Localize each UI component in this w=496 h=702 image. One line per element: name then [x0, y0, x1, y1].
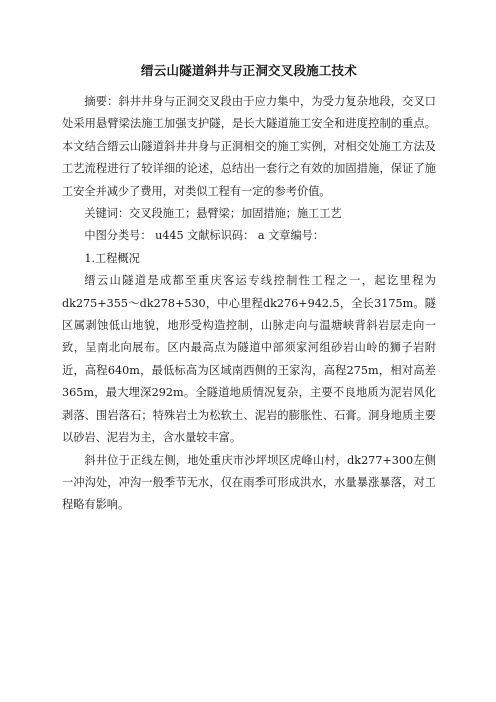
section-heading: 1.工程概况	[84, 251, 140, 265]
keywords-paragraph: 关键词：交叉段施工；悬臂梁；加固措施；施工工艺	[84, 207, 342, 221]
classification-line: 中图分类号： u445 文献标识码： a 文章编号：	[84, 229, 325, 243]
overview-paragraph: 缙云山隧道是成都至重庆客运专线控制性工程之一，起讫里程为dk275+355～dk278+530，中心里程dk276+942.5，全长3175m。隧区属剥蚀低山地貌，地形受构造控制，山脉走向与温塘峡背斜岩层走向一致，呈南北向展布。区内最高点为隧道中部须家河组砂岩山岭的狮子岩附近，高程640m，最低标高为区域南西侧的王家沟，高程275m，相对高差365m，最大埋深292m。全隧道地质情况复杂，主要不良地质为泥岩风化剥落、围岩落石；特殊岩土为松软土、泥岩的膨胀性、石膏。洞身地质主要以砂岩、泥岩为主，含水量较丰富。	[62, 274, 436, 445]
document-title: 缙云山隧道斜井与正洞交叉段施工技术	[141, 63, 357, 78]
document-body	[62, 91, 436, 517]
abstract-paragraph: 摘要：斜井井身与正洞交叉段由于应力集中，为受力复杂地段，交叉口处采用悬臂梁法施工加强支护隧，是长大隧道施工安全和进度控制的重点。本文结合缙云山隧道斜井井身与正洞相交的施工实例，对相交处施工方法及工艺流程进行了较详细的论述，总结出一套行之有效的加固措施，保证了施工安全并减少了费用，对类似工程有一定的参考价值。	[62, 95, 436, 198]
incline-shaft-paragraph: 斜井位于正线左侧，地处重庆市沙坪坝区虎峰山村，dk277+300左侧一冲沟处，冲沟一般季节无水，仅在雨季可形成洪水，水量暴涨暴落，对工程略有影响。	[62, 453, 436, 512]
